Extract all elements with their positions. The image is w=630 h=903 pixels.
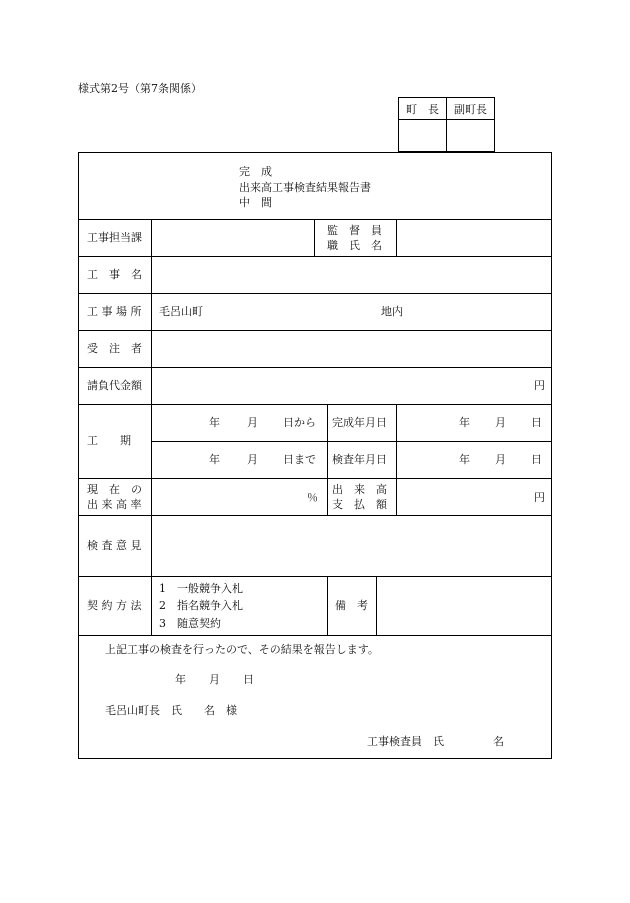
report-month: 月 [209, 673, 220, 686]
period-label: 工 期 [87, 434, 131, 447]
supervisor-label-2: 職 氏 名 [327, 239, 382, 252]
report-year: 年 [175, 673, 186, 686]
completion-month: 月 [495, 416, 506, 429]
inspection-month: 月 [495, 453, 506, 466]
completion-date-label: 完成年月日 [332, 416, 387, 429]
remarks-label: 備 考 [335, 599, 368, 612]
inspection-year: 年 [459, 453, 470, 466]
report-title: 出来高工事検査結果報告書 [239, 181, 371, 194]
approval-header-deputy: 副町長 [447, 98, 494, 120]
payment-label-1: 出 来 高 [332, 483, 387, 496]
report-day: 日 [243, 673, 254, 686]
payment-unit: 円 [534, 491, 545, 504]
approval-stamp-cell [399, 120, 447, 151]
title-completion: 完 成 [239, 165, 272, 178]
inspection-day: 日 [531, 453, 542, 466]
start-day-from: 日から [283, 416, 316, 429]
progress-rate-label-1: 現 在 の [87, 483, 142, 496]
project-name-label: 工 事 名 [87, 268, 142, 281]
completion-year: 年 [459, 416, 470, 429]
contract-amount-label: 請負代金額 [87, 379, 142, 392]
end-year: 年 [209, 453, 220, 466]
addressee: 毛呂山町長 氏 名 様 [105, 704, 237, 717]
approval-stamp-box [398, 97, 495, 152]
method-general-tender: 1 一般競争入札 [159, 582, 243, 595]
location-value: 毛呂山町 [159, 305, 203, 318]
start-month: 月 [247, 416, 258, 429]
contract-method-label: 契 約 方 法 [87, 599, 142, 612]
progress-rate-label-2: 出 来 高 率 [87, 498, 142, 511]
inspector-name-suffix: 名 [493, 735, 504, 748]
location-label: 工 事 場 所 [87, 305, 142, 318]
end-month: 月 [247, 453, 258, 466]
opinion-label: 検 査 意 見 [87, 539, 142, 552]
form-number: 様式第2号（第7条関係） [78, 82, 202, 95]
department-label: 工事担当課 [87, 231, 142, 244]
location-suffix: 地内 [381, 305, 403, 318]
approval-header-mayor: 町 長 [399, 98, 447, 120]
inspector-label: 工事検査員 氏 [367, 735, 444, 748]
completion-day: 日 [531, 416, 542, 429]
inspection-report-form [78, 152, 552, 759]
method-negotiated: 3 随意契約 [159, 617, 221, 630]
percent-unit: ％ [307, 491, 318, 504]
method-designated-tender: 2 指名競争入札 [159, 599, 243, 612]
inspection-date-label: 検査年月日 [332, 453, 387, 466]
supervisor-label-1: 監 督 員 [327, 224, 382, 237]
title-interim: 中 間 [239, 196, 272, 209]
start-year: 年 [209, 416, 220, 429]
end-day-to: 日まで [283, 453, 316, 466]
report-statement: 上記工事の検査を行ったので、その結果を報告します。 [105, 643, 379, 656]
contract-amount-unit: 円 [534, 379, 545, 392]
payment-label-2: 支 払 額 [332, 498, 387, 511]
contractor-label: 受 注 者 [87, 342, 142, 355]
